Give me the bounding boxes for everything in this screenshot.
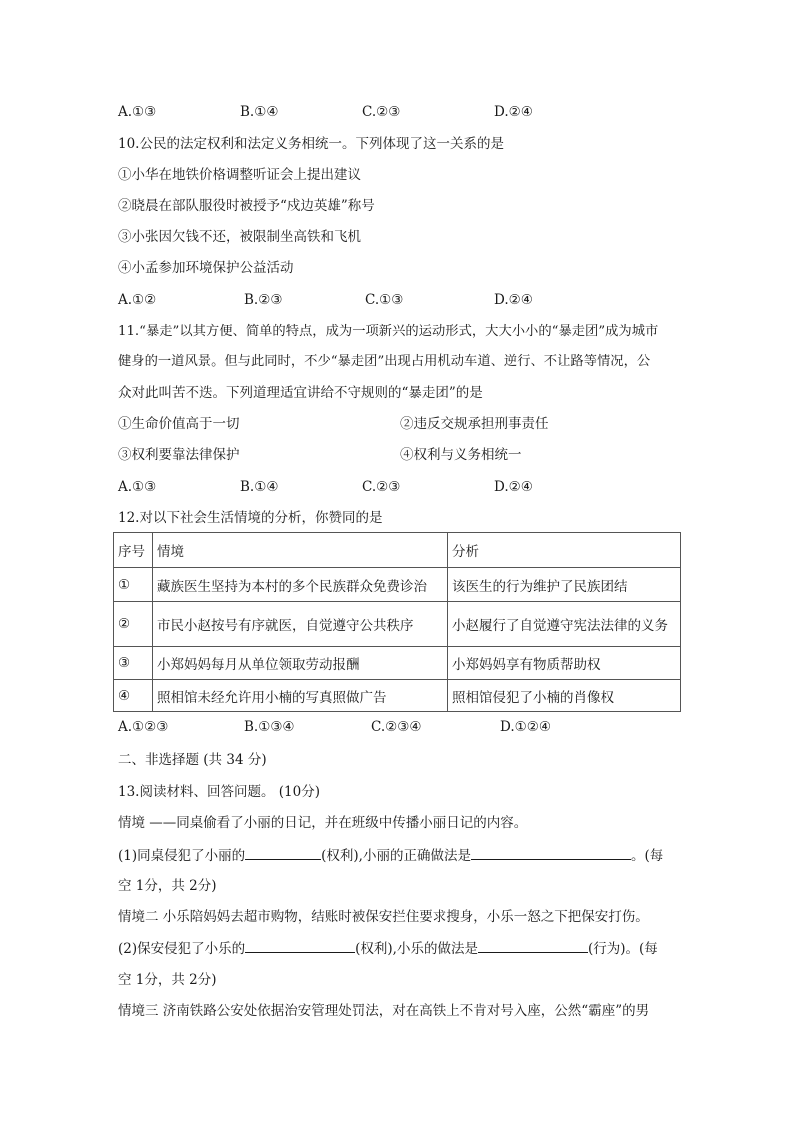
row-situation: 藏族医生坚持为本村的多个民族群众免费诊治 [153, 568, 448, 602]
q13-part-1-score: 空 1分，共 2分) [118, 878, 217, 894]
answer-blank[interactable] [245, 938, 355, 953]
row-analysis: 照相馆侵犯了小楠的肖像权 [448, 680, 681, 712]
row-situation: 照相馆未经允许用小楠的写真照做广告 [153, 680, 448, 712]
q13-part-1-text-b: (权利),小丽的正确做法是 [321, 848, 471, 864]
q9-option-c: C.②③ [362, 104, 401, 120]
q13-part-2-score: 空 1分，共 2分) [118, 972, 217, 988]
q11-option-d: D.②④ [494, 479, 533, 495]
q11-item-4: ④权利与义务相统一 [400, 447, 522, 463]
q12-stem: 12.对以下社会生活情境的分析，你赞同的是 [118, 510, 383, 526]
section-heading: 二、非选择题 (共 34 分) [118, 752, 267, 768]
q13-part-1 [118, 845, 663, 866]
q12-option-d: D.①②④ [500, 719, 551, 735]
q13-part-1-text-a: (1)同桌侵犯了小丽的 [118, 848, 246, 864]
row-situation: 市民小赵按号有序就医，自觉遵守公共秩序 [153, 602, 448, 647]
row-index: ② [114, 602, 153, 647]
q11-option-c: C.②③ [362, 479, 401, 495]
q10-item-2: ②晓晨在部队服役时被授予“戍边英雄”称号 [118, 198, 375, 214]
q12-option-a: A.①②③ [118, 719, 169, 735]
table-row [114, 680, 681, 712]
q10-item-4: ④小孟参加环境保护公益活动 [118, 260, 294, 276]
q10-option-c: C.①③ [365, 292, 404, 308]
q13-part-1-text-c: 。(每 [630, 848, 664, 864]
q11-item-1: ①生命价值高于一切 [118, 416, 240, 432]
q12-table [113, 532, 681, 712]
q11-item-3: ③权利要靠法律保护 [118, 447, 240, 463]
answer-blank[interactable] [478, 938, 588, 953]
q10-option-d: D.②④ [494, 292, 533, 308]
q10-item-3: ③小张因欠钱不还，被限制坐高铁和飞机 [118, 229, 361, 245]
table-row [114, 568, 681, 602]
q9-option-b: B.①④ [240, 104, 279, 120]
q10-item-1: ①小华在地铁价格调整听证会上提出建议 [118, 167, 361, 183]
row-situation: 小郑妈妈每月从单位领取劳动报酬 [153, 647, 448, 680]
q13-part-2-text-c: (行为)。(每 [587, 941, 658, 957]
table-header-row [114, 533, 681, 568]
q9-option-d: D.②④ [494, 104, 533, 120]
q10-option-b: B.②③ [244, 292, 283, 308]
q12-option-b: B.①③④ [244, 719, 295, 735]
header-index: 序号 [114, 533, 153, 568]
header-situation: 情境 [153, 533, 448, 568]
q9-option-a: A.①③ [118, 104, 157, 120]
q13-situation-2: 情境二 小乐陪妈妈去超市购物，结账时被保安拦住要求搜身，小乐一怒之下把保安打伤。 [118, 909, 649, 925]
answer-blank[interactable] [471, 845, 631, 860]
q10-stem: 10.公民的法定权利和法定义务相统一。下列体现了这一关系的是 [118, 136, 504, 152]
header-analysis: 分析 [448, 533, 681, 568]
q13-part-2 [118, 938, 658, 959]
q13-part-2-text-a: (2)保安侵犯了小乐的 [118, 941, 246, 957]
q13-situation-1: 情境 ——同桌偷看了小丽的日记，并在班级中传播小丽日记的内容。 [118, 815, 528, 831]
q11-stem-line-1: 11.“暴走”以其方便、简单的特点，成为一项新兴的运动形式，大大小小的“暴走团”成为城市 [118, 324, 659, 339]
table-row [114, 647, 681, 680]
row-analysis: 该医生的行为维护了民族团结 [448, 568, 681, 602]
q11-stem-line-2: 健身的一道风景。但与此同时，不少“暴走团”出现占用机动车道、逆行、不让路等情况，公 [118, 354, 651, 369]
q13-situation-3: 情境三 济南铁路公安处依据治安管理处罚法，对在高铁上不肯对号入座，公然“霸座”的男 [118, 1003, 650, 1019]
answer-blank[interactable] [245, 845, 321, 860]
row-index: ④ [114, 680, 153, 712]
q13-part-2-text-b: (权利),小乐的做法是 [355, 941, 478, 957]
row-analysis: 小赵履行了自觉遵守宪法法律的义务 [448, 602, 681, 647]
row-index: ① [114, 568, 153, 602]
q11-option-b: B.①④ [240, 479, 279, 495]
q11-stem-line-3: 众对此叫苦不迭。下列道理适宜讲给不守规则的“暴走团”的是 [118, 385, 483, 401]
q10-option-a: A.①② [118, 292, 157, 308]
q12-option-c: C.②③④ [371, 719, 422, 735]
table-row [114, 602, 681, 647]
q13-stem: 13.阅读材料、回答问题。 (10分) [118, 784, 320, 800]
q11-item-2: ②违反交规承担刑事责任 [400, 416, 549, 432]
row-index: ③ [114, 647, 153, 680]
q11-option-a: A.①③ [118, 479, 157, 495]
row-analysis: 小郑妈妈享有物质帮助权 [448, 647, 681, 680]
